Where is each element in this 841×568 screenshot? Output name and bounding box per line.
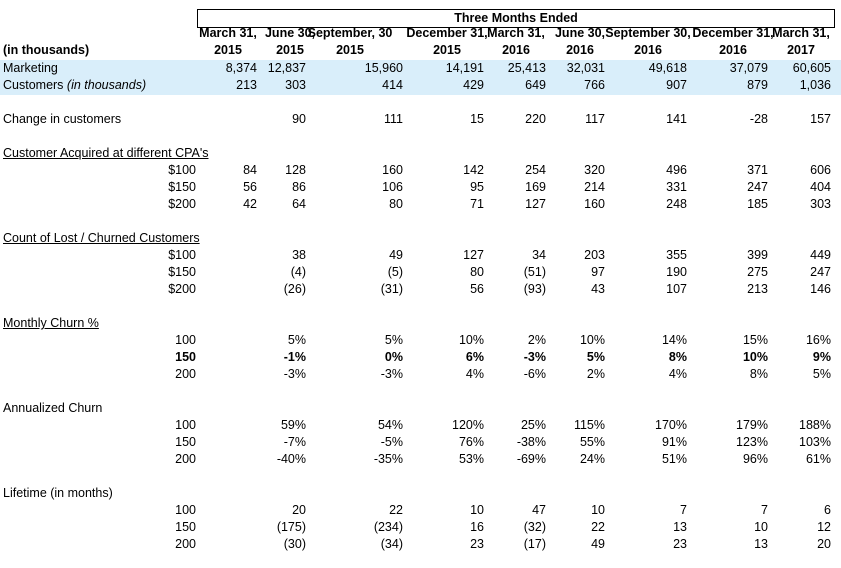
- customers-value: 303: [285, 78, 306, 92]
- table-cell: 254: [525, 163, 546, 177]
- table-cell: 59%: [280, 418, 306, 432]
- table-cell: 86: [292, 180, 306, 194]
- table-cell: 127: [463, 248, 484, 262]
- table-cell: 120%: [452, 418, 484, 432]
- table-cell: 25%: [520, 418, 546, 432]
- row-label: $100: [168, 248, 196, 262]
- row-label: $200: [168, 197, 196, 211]
- table-cell: 80: [470, 265, 484, 279]
- table-cell: 15%: [742, 333, 768, 347]
- customers-value: 766: [584, 78, 605, 92]
- table-cell: 76%: [458, 435, 484, 449]
- table-cell: 14%: [661, 333, 687, 347]
- table-cell: 107: [666, 282, 687, 296]
- table-cell: 371: [747, 163, 768, 177]
- row-label: 150: [175, 520, 196, 534]
- change-value: 141: [666, 112, 687, 126]
- table-cell: 5%: [287, 333, 306, 347]
- table-cell: 42: [243, 197, 257, 211]
- table-cell: 9%: [812, 350, 831, 364]
- table-cell: 103%: [799, 435, 831, 449]
- table-cell: 248: [666, 197, 687, 211]
- row-label: 200: [175, 537, 196, 551]
- table-cell: (51): [523, 265, 546, 279]
- table-cell: 203: [584, 248, 605, 262]
- table-cell: 47: [532, 503, 546, 517]
- column-header-year: 2017: [787, 43, 815, 57]
- table-cell: 275: [747, 265, 768, 279]
- units-label: (in thousands): [3, 43, 90, 57]
- table-cell: 61%: [805, 452, 831, 466]
- row-label: 200: [175, 367, 196, 381]
- change-value: 220: [525, 112, 546, 126]
- marketing-value: 60,605: [792, 61, 831, 75]
- column-header-date: June 30,: [554, 26, 606, 40]
- table-cell: 185: [747, 197, 768, 211]
- table-cell: 23: [470, 537, 484, 551]
- table-cell: 128: [285, 163, 306, 177]
- table-cell: 320: [584, 163, 605, 177]
- table-cell: 84: [243, 163, 257, 177]
- column-header-date: March 31,: [199, 26, 257, 40]
- marketing-value: 49,618: [648, 61, 687, 75]
- table-cell: 404: [810, 180, 831, 194]
- table-cell: 606: [810, 163, 831, 177]
- table-cell: 20: [817, 537, 831, 551]
- row-label: $200: [168, 282, 196, 296]
- table-cell: (32): [523, 520, 546, 534]
- table-cell: 10: [591, 503, 605, 517]
- row-label: $100: [168, 163, 196, 177]
- table-cell: 10%: [742, 350, 768, 364]
- row-label: 150: [175, 350, 196, 364]
- column-header-year: 2015: [433, 43, 461, 57]
- table-cell: 115%: [573, 418, 605, 432]
- table-cell: 5%: [586, 350, 605, 364]
- table-cell: (234): [373, 520, 403, 534]
- table-cell: 2%: [527, 333, 546, 347]
- table-cell: 23: [673, 537, 687, 551]
- column-header-date: September, 30: [307, 26, 393, 40]
- row-label: $150: [168, 265, 196, 279]
- row-label-change-in-customers: Change in customers: [3, 112, 122, 126]
- table-cell: 55%: [579, 435, 605, 449]
- table-cell: 20: [292, 503, 306, 517]
- customers-value: 907: [666, 78, 687, 92]
- table-cell: (17): [523, 537, 546, 551]
- change-value: 157: [810, 112, 831, 126]
- table-cell: 160: [584, 197, 605, 211]
- table-cell: 4%: [668, 367, 687, 381]
- table-cell: (4): [290, 265, 306, 279]
- column-header-date: September 30,: [605, 26, 691, 40]
- table-cell: 8%: [749, 367, 768, 381]
- section-title: Annualized Churn: [3, 401, 103, 415]
- table-cell: 80: [389, 197, 403, 211]
- column-header-year: 2015: [336, 43, 364, 57]
- section-title: Customer Acquired at different CPA's: [3, 146, 209, 160]
- table-cell: 247: [747, 180, 768, 194]
- table-cell: -38%: [516, 435, 546, 449]
- table-cell: 188%: [799, 418, 831, 432]
- customers-value: 414: [382, 78, 403, 92]
- column-header-date: March 31,: [487, 26, 545, 40]
- table-cell: (30): [283, 537, 306, 551]
- table-cell: 6%: [465, 350, 484, 364]
- table-cell: 10: [754, 520, 768, 534]
- table-cell: 95: [470, 180, 484, 194]
- row-label-marketing: Marketing: [3, 61, 58, 75]
- table-cell: (5): [387, 265, 403, 279]
- change-value: -28: [749, 112, 768, 126]
- marketing-value: 32,031: [566, 61, 605, 75]
- column-header-date: June 30,: [264, 26, 316, 40]
- table-cell: (93): [523, 282, 546, 296]
- table-cell: 5%: [812, 367, 831, 381]
- table-cell: 97: [591, 265, 605, 279]
- customers-value: 1,036: [799, 78, 831, 92]
- row-label: $150: [168, 180, 196, 194]
- customers-value: 879: [747, 78, 768, 92]
- table-cell: 16: [470, 520, 484, 534]
- customers-value: 649: [525, 78, 546, 92]
- table-cell: 214: [584, 180, 605, 194]
- table-cell: -5%: [380, 435, 403, 449]
- column-header-year: 2015: [276, 43, 304, 57]
- table-cell: 4%: [465, 367, 484, 381]
- section-title: Lifetime (in months): [3, 486, 113, 500]
- table-cell: 22: [591, 520, 605, 534]
- marketing-value: 12,837: [267, 61, 306, 75]
- table-cell: 51%: [661, 452, 687, 466]
- table-cell: 170%: [655, 418, 687, 432]
- marketing-value: 37,079: [729, 61, 768, 75]
- table-cell: 64: [292, 197, 306, 211]
- table-cell: 2%: [586, 367, 605, 381]
- table-cell: 496: [666, 163, 687, 177]
- customers-value: 429: [463, 78, 484, 92]
- marketing-value: 8,374: [225, 61, 257, 75]
- table-cell: 49: [591, 537, 605, 551]
- table-cell: 142: [463, 163, 484, 177]
- three-months-ended-header: Three Months Ended: [197, 9, 835, 28]
- table-cell: 127: [525, 197, 546, 211]
- row-label: 100: [175, 503, 196, 517]
- table-cell: 123%: [736, 435, 768, 449]
- section-title: Monthly Churn %: [3, 316, 99, 330]
- table-cell: -1%: [283, 350, 306, 364]
- table-cell: 56: [470, 282, 484, 296]
- change-value: 15: [470, 112, 484, 126]
- table-cell: (34): [380, 537, 403, 551]
- change-value: 117: [585, 112, 605, 126]
- table-cell: 160: [382, 163, 403, 177]
- table-cell: (175): [276, 520, 306, 534]
- table-cell: 49: [389, 248, 403, 262]
- table-cell: 0%: [384, 350, 403, 364]
- row-label: 100: [175, 418, 196, 432]
- column-header-date: December 31,: [692, 26, 774, 40]
- column-header-year: 2016: [719, 43, 747, 57]
- table-cell: 179%: [736, 418, 768, 432]
- column-header-year: 2016: [502, 43, 530, 57]
- table-cell: 190: [666, 265, 687, 279]
- customers-label-units: (in thousands): [66, 78, 147, 92]
- table-cell: 355: [666, 248, 687, 262]
- row-label-customers: [3, 77, 146, 94]
- column-header-date: March 31,: [772, 26, 830, 40]
- table-cell: 54%: [377, 418, 403, 432]
- table-cell: 106: [382, 180, 403, 194]
- table-cell: 213: [747, 282, 768, 296]
- section-title: Count of Lost / Churned Customers: [3, 231, 200, 245]
- table-cell: 169: [525, 180, 546, 194]
- customers-value: 213: [236, 78, 257, 92]
- column-header-year: 2016: [566, 43, 594, 57]
- table-cell: 13: [754, 537, 768, 551]
- table-cell: (26): [283, 282, 306, 296]
- table-cell: -3%: [523, 350, 546, 364]
- table-cell: -7%: [283, 435, 306, 449]
- row-label: 150: [175, 435, 196, 449]
- table-cell: 96%: [742, 452, 768, 466]
- table-cell: 56: [243, 180, 257, 194]
- table-cell: 449: [810, 248, 831, 262]
- column-header-date: December 31,: [406, 26, 488, 40]
- table-cell: 10: [470, 503, 484, 517]
- table-cell: 303: [810, 197, 831, 211]
- row-label: 100: [175, 333, 196, 347]
- change-value: 111: [383, 112, 403, 126]
- table-cell: 12: [817, 520, 831, 534]
- table-cell: 24%: [579, 452, 605, 466]
- table-cell: 146: [810, 282, 831, 296]
- table-cell: 91%: [661, 435, 687, 449]
- column-header-year: 2016: [634, 43, 662, 57]
- table-cell: -35%: [373, 452, 403, 466]
- table-cell: 6: [824, 503, 831, 517]
- table-cell: 53%: [458, 452, 484, 466]
- table-cell: 16%: [805, 333, 831, 347]
- column-header-year: 2015: [214, 43, 242, 57]
- customers-label-main: Customers: [3, 78, 67, 92]
- table-cell: 10%: [579, 333, 605, 347]
- table-cell: 10%: [458, 333, 484, 347]
- table-cell: 247: [810, 265, 831, 279]
- table-cell: -6%: [523, 367, 546, 381]
- table-cell: -40%: [276, 452, 306, 466]
- table-cell: 8%: [668, 350, 687, 364]
- table-cell: (31): [380, 282, 403, 296]
- table-cell: -3%: [283, 367, 306, 381]
- table-cell: -69%: [516, 452, 546, 466]
- table-cell: 22: [389, 503, 403, 517]
- change-value: 90: [292, 112, 306, 126]
- table-cell: 7: [761, 503, 768, 517]
- marketing-value: 25,413: [507, 61, 546, 75]
- table-cell: 71: [470, 197, 484, 211]
- table-cell: 34: [532, 248, 546, 262]
- table-cell: 43: [591, 282, 605, 296]
- table-cell: 5%: [384, 333, 403, 347]
- table-cell: 399: [747, 248, 768, 262]
- table-cell: 7: [680, 503, 687, 517]
- table-cell: -3%: [380, 367, 403, 381]
- table-cell: 38: [292, 248, 306, 262]
- table-cell: 331: [666, 180, 687, 194]
- marketing-value: 15,960: [364, 61, 403, 75]
- row-label: 200: [175, 452, 196, 466]
- table-cell: 13: [673, 520, 687, 534]
- marketing-value: 14,191: [445, 61, 484, 75]
